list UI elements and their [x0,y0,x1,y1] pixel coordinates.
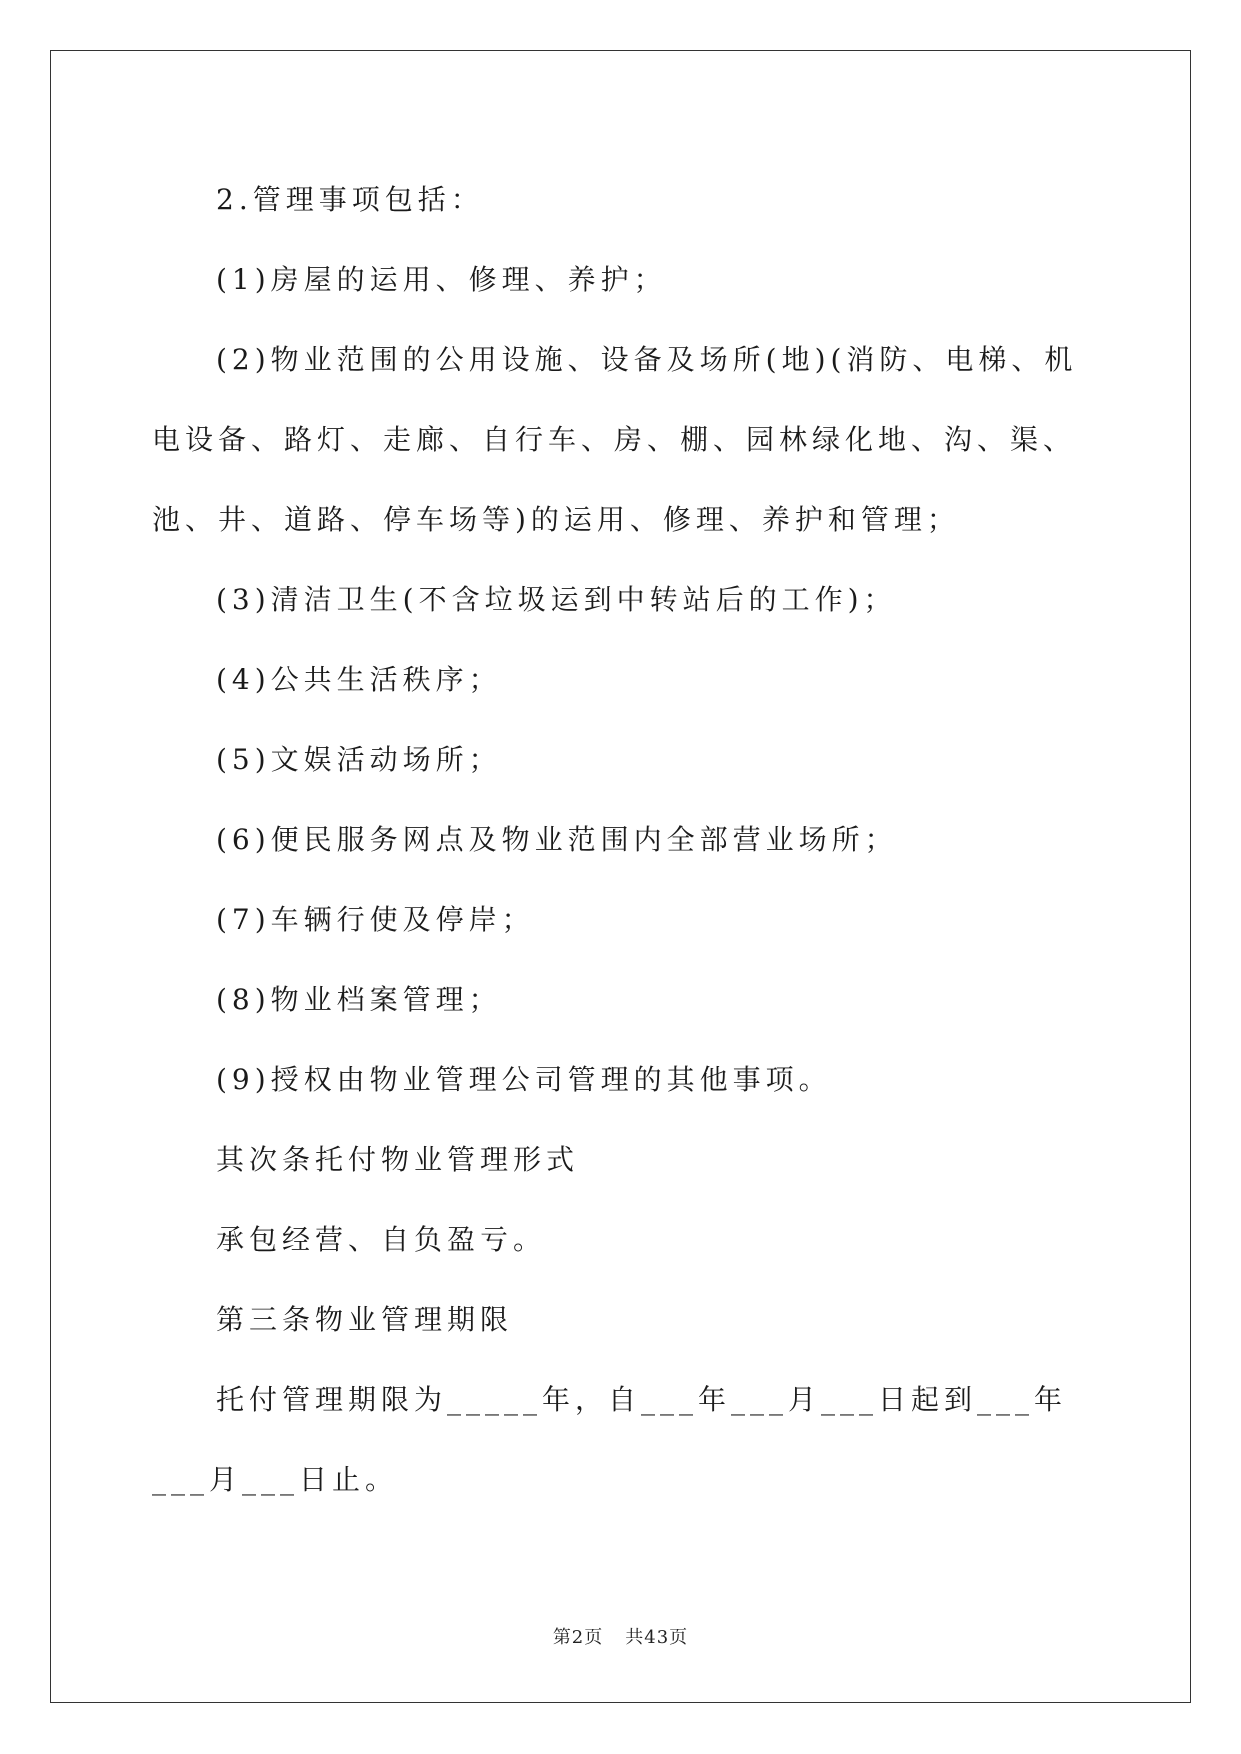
paragraph-item-1: (1)房屋的运用、修理、养护； [216,263,667,296]
page-number: 第2页 [552,1627,604,1648]
paragraph-management-form: 承包经营、自负盈亏。 [216,1223,547,1256]
paragraph-item-3: (3)清洁卫生(不含垃圾运到中转站后的工作)； [216,583,897,616]
paragraph-item-7: (7)车辆行使及停岸； [216,903,535,936]
page-footer [0,1623,1241,1649]
paragraph-item-4: (4)公共生活秩序； [216,663,502,696]
heading-article-2: 其次条托付物业管理形式 [216,1143,580,1176]
paragraph-item-9: (9)授权由物业管理公司管理的其他事项。 [216,1063,832,1096]
paragraph-item-2: (2)物业范围的公用设施、设备及场所(地)(消防、电梯、机电设备、路灯、走廊、自行车、房、棚、园林绿化地、沟、渠、池、井、道路、停车场等)的运用、修理、养护和管理； [152,343,1078,536]
paragraph-management-term: 托付管理期限为_____年，自___年___月___日起到___年___月___日止。 [152,1383,1068,1496]
paragraph-management-items: 2.管理事项包括： [216,183,484,216]
heading-article-3: 第三条物业管理期限 [216,1303,514,1336]
paragraph-item-5: (5)文娱活动场所； [216,743,502,776]
paragraph-item-8: (8)物业档案管理； [216,983,502,1016]
document-body [152,160,1092,1520]
page-total: 共43页 [625,1627,689,1648]
paragraph-item-6: (6)便民服务网点及物业范围内全部营业场所； [216,823,898,856]
